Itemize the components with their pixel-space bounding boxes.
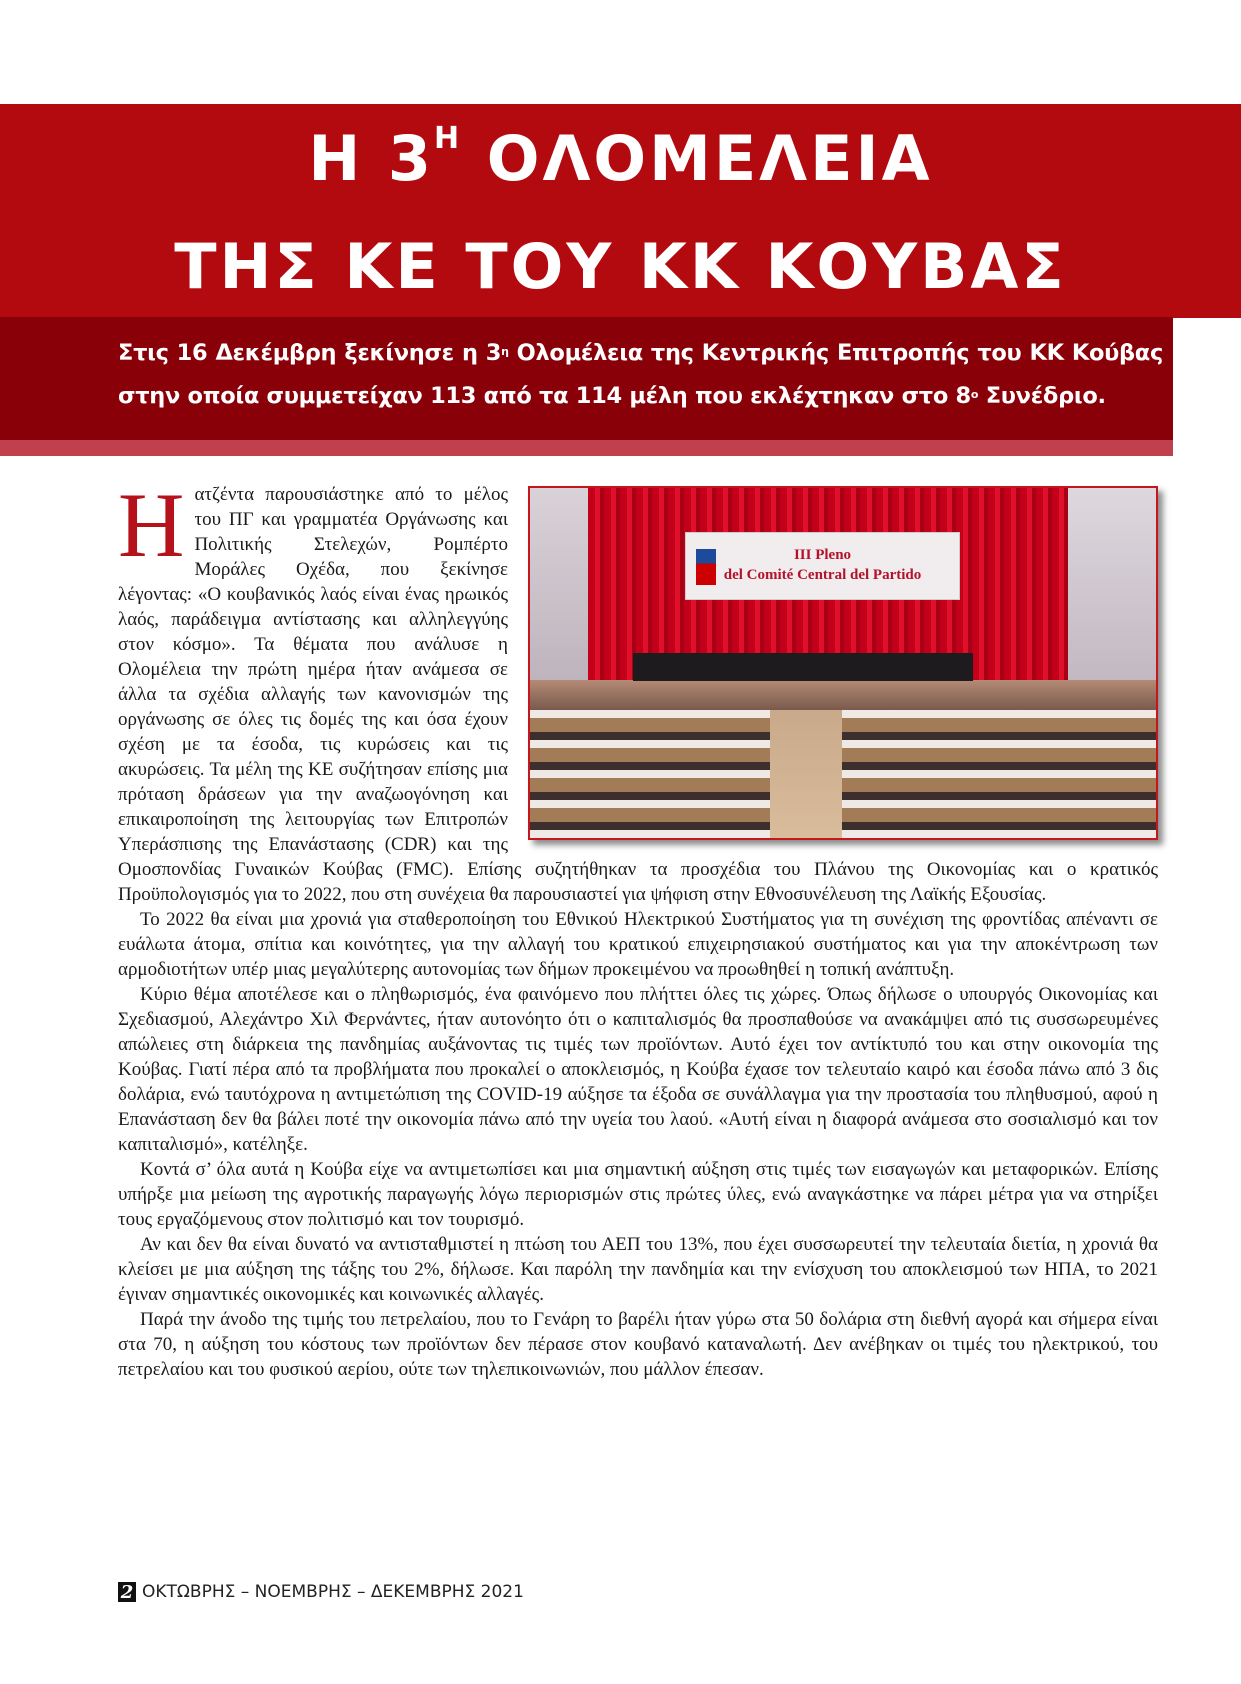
paragraph: Αν και δεν θα είναι δυνατό να αντισταθμιστεί η πτώση του ΑΕΠ του 13%, που έχει συσσωρευτεί την τελευταία διετία, η χρονιά θα κλείσει με μια αύξηση της τάξης του 2%, δήλωσε. Και παρόλη την πανδημία και την ενίσχυση του αποκλεισμού των ΗΠΑ, το 2021 έγιναν σημαντικές οικονομικές και κοινωνικές αλλαγές. (118, 1234, 1158, 1305)
banner-line: del Comité Central del Partido (723, 567, 922, 583)
page-footer (118, 1582, 524, 1602)
paragraph: Κοντά σ’ όλα αυτά η Κούβα είχε να αντιμετωπίσει και μια σημαντική αύξηση στις τιμές των εισαγωγών και μεταφορικών. Επίσης υπήρξε μια μείωση της αγροτικής παραγωγής λόγω περιορισμών στις πρώτες ύλες, ενώ αναγκάστηκε να πάρει μέτρα για να στηρίξει τους εργαζόμενους στον πολιτισμό και τον τουρισμό. (118, 1159, 1158, 1230)
headline-text: ΟΛΟΜΕΛΕΙΑ (462, 122, 933, 195)
photo-aisle (770, 710, 842, 840)
issue-date: ΟΚΤΩΒΡΗΣ – ΝΟΕΜΒΡΗΣ – ΔΕΚΕΜΒΡΗΣ 2021 (142, 1582, 524, 1602)
paragraph: Παρά την άνοδο της τιμής του πετρελαίου, που το Γενάρη το βαρέλι ήταν γύρω στα 50 δολάρια στη διεθνή αγορά και σήμερα είναι στα 70, η αύξηση του κόστους των προϊόντων δεν πέρασε στον κουβανό καταναλωτή. Δεν ανέβηκαν οι τιμές του ηλεκτρικού, του πετρελαίου και του φυσικού αερίου, ούτε των τηλεπικοινωνιών, που μάλλον έπεσαν. (118, 1309, 1158, 1380)
plenum-photo (528, 486, 1158, 840)
headline-text: Η 3 (308, 122, 435, 195)
party-logo-icon (696, 549, 716, 585)
lead-text: Στις 16 Δεκέμβρη ξεκίνησε η 3 (118, 340, 502, 366)
page-number: 2 (118, 1582, 136, 1602)
paragraph-text: ατζέντα παρουσιάστηκε από το μέλος του ΠΓ και γραμματέα Οργάνωσης και Πολιτικής Στελεχών, Ρομπέρτο Μοράλες Οχέδα, που ξεκίνησε λέγοντας: «Ο κουβανικός λαός είναι ένας ηρωικός λαός, παράδειγμα αντίστασης και αλληλεγγύης στον κόσμο». Τα θέματα που ανάλυσε η Ολομέλεια την πρώτη ημέρα ήταν ανάμεσα σε άλλα τα σχέδια αλλαγής των κανονισμών της οργάνωσης σε όλες τις δομές της και όσα έχουν σχέση με τα έσοδα, τις κυρώσεις και τις ακυρώσεις. Τα μέλη της ΚΕ συζήτησαν επίσης μια πρόταση δράσεων για την αναζωογόνηση και επικαιροποίηση της λειτουργίας των Επιτροπών Υπεράσπισης της Επανάστασης (CDR) και της Ομοσπονδίας Γυναικών Κούβας (FMC). Επίσης συζητήθηκαν τα προσχέδια του Πλάνου της Οικονομίας και ο κρατικός Προϋπολογισμός για το 2022, που στη συνέχεια θα παρουσιαστεί για ψήφιση στην Εθνοσυνέλευση της Λαϊκής Εξουσίας. (118, 484, 1158, 905)
lead-sup: η (501, 345, 509, 358)
lead-paragraph (118, 332, 1163, 418)
drop-cap: Η (118, 474, 185, 576)
headline-line-2: ΤΗΣ ΚΕ ΤΟΥ ΚΚ ΚΟΥΒΑΣ (174, 230, 1067, 303)
headline-superscript: Η (434, 121, 463, 156)
lead-sup: ο (970, 388, 979, 401)
lead-strip (0, 440, 1173, 456)
photo-presidium-table (633, 653, 973, 681)
photo-stage (530, 680, 1156, 710)
lead-text: Ολομέλεια της Κεντρικής Επιτροπής του ΚΚ Κούβας στην οποία συμμετείχαν 113 από τα 114 μέλη που εκλέχτηκαν στο 8 (118, 340, 1164, 409)
article-body (118, 474, 1158, 1382)
paragraph: Το 2022 θα είναι μια χρονιά για σταθεροποίηση του Εθνικού Ηλεκτρικού Συστήματος για τη συνέχιση της φροντίδας απέναντι σε ευάλωτα άτομα, σπίτια και κοινότητες, για την αλλαγή του κρατικού επιχειρησιακού συστήματος και για την αποκέντρωση των αρμοδιοτήτων υπέρ μιας μεγαλύτερης αυτονομίας των δήμων προκειμένου να προωθηθεί η τοπική ανάπτυξη. (118, 909, 1158, 980)
headline-line-1 (0, 121, 1241, 195)
photo-banner (685, 532, 960, 600)
banner-line: III Pleno (793, 547, 852, 563)
photo-audience (530, 710, 1156, 840)
paragraph: Κύριο θέμα αποτέλεσε και ο πληθωρισμός, ένα φαινόμενο που πλήττει όλες τις χώρες. Όπως δήλωσε ο υπουργός Οικονομίας και Σχεδιασμού, Αλεχάντρο Χιλ Φερνάντες, ήταν αυτονόητο ότι ο καπιταλισμός θα προσπαθούσε να ανακάμψει από τις συσσωρευμένες απώλειες στη διάρκεια της πανδημίας αυξάνοντας τις τιμές των προϊόντων. Αυτό έχει τον αντίκτυπό του και στην οικονομία της Κούβας. Γιατί πέρα από τα προβλήματα που προκαλεί ο αποκλεισμός, η Κούβα έχασε τον τελευταίο καιρό και έσοδα πάνω από 3 δις δολάρια, ενώ ταυτόχρονα η αντιμετώπιση της COVID-19 αύξησε τα έξοδα σε συνάλλαγμα για την προστασία του πληθυσμού, αφού η Επανάσταση δεν θα βάλει ποτέ την οικονομία πάνω από την υγεία του λαού. «Αυτή είναι η διαφορά ανάμεσα στο σοσιαλισμό και τον καπιταλισμό», κατέληξε. (118, 984, 1158, 1155)
lead-text: Συνέδριο. (978, 383, 1106, 409)
